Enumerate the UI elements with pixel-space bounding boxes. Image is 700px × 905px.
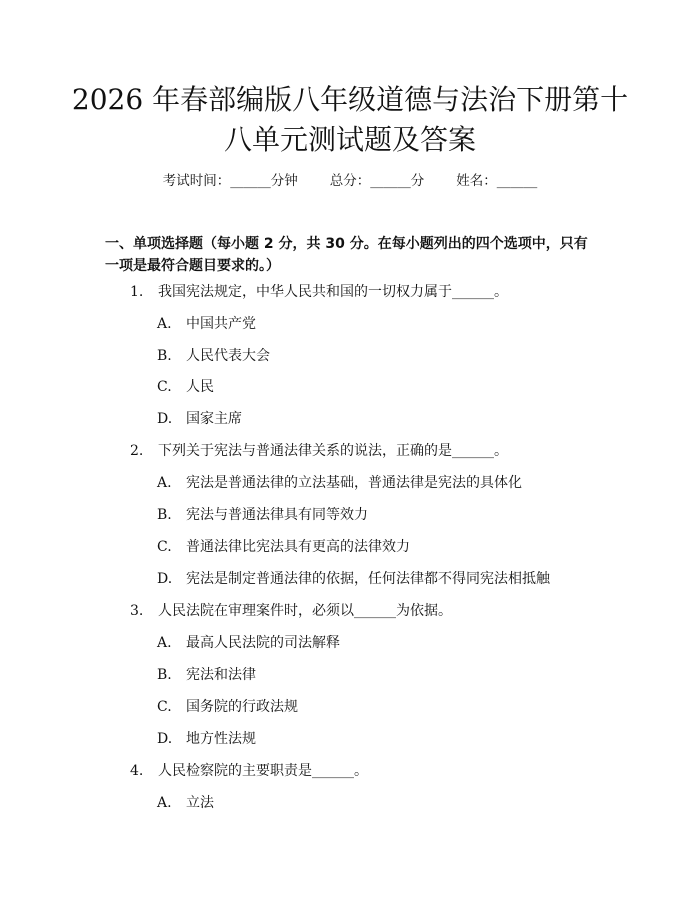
question-2-option-b	[157, 505, 368, 525]
question-3-option-c	[157, 697, 298, 717]
question-4	[130, 761, 368, 781]
option-letter: B.	[157, 667, 172, 683]
question-number: 3.	[130, 603, 144, 619]
option-text: 人民	[186, 379, 214, 395]
option-text: 宪法与普通法律具有同等效力	[186, 507, 368, 523]
option-letter: C.	[157, 699, 172, 715]
option-text: 国家主席	[186, 411, 242, 427]
option-letter: A.	[157, 795, 172, 811]
student-name-field: 姓名：______	[456, 173, 538, 189]
question-3	[130, 601, 452, 621]
option-letter: C.	[157, 379, 172, 395]
option-text: 中国共产党	[186, 316, 256, 332]
question-2	[130, 441, 508, 461]
option-text: 地方性法规	[186, 731, 256, 747]
option-letter: D.	[157, 571, 173, 587]
option-text: 宪法是制定普通法律的依据，任何法律都不得同宪法相抵触	[186, 571, 550, 587]
option-letter: D.	[157, 731, 173, 747]
section-heading: 一、单项选择题（每小题 2 分，共 30 分。在每小题列出的四个选项中，只有一项是最符合题目要求的。）	[105, 236, 588, 274]
question-3-option-a	[157, 633, 340, 653]
question-1-option-a	[157, 314, 256, 334]
question-text: 我国宪法规定，中华人民共和国的一切权力属于______。	[158, 284, 508, 300]
question-text: 人民检察院的主要职责是______。	[158, 763, 368, 779]
option-letter: A.	[157, 635, 172, 651]
question-text: 下列关于宪法与普通法律关系的说法，正确的是______。	[158, 443, 508, 459]
total-score-field: 总分：______分	[329, 173, 425, 189]
exam-time-field: 考试时间：______分钟	[162, 173, 298, 189]
question-2-option-a	[157, 473, 522, 493]
question-number: 1.	[130, 284, 144, 300]
question-4-option-a	[157, 793, 214, 813]
option-text: 国务院的行政法规	[186, 699, 298, 715]
option-text: 普通法律比宪法具有更高的法律效力	[186, 539, 410, 555]
option-letter: A.	[157, 475, 172, 491]
question-3-option-b	[157, 665, 256, 685]
question-1-option-b	[157, 346, 270, 366]
option-text: 立法	[186, 795, 214, 811]
option-letter: D.	[157, 411, 173, 427]
question-1	[130, 282, 508, 302]
question-text: 人民法院在审理案件时，必须以______为依据。	[158, 603, 452, 619]
question-2-option-c	[157, 537, 410, 557]
option-letter: C.	[157, 539, 172, 555]
question-1-option-d	[157, 409, 242, 429]
document-title: 2026 年春部编版八年级道德与法治下册第十八单元测试题及答案	[71, 83, 629, 156]
option-text: 人民代表大会	[186, 348, 270, 364]
question-number: 4.	[130, 763, 144, 779]
option-text: 宪法是普通法律的立法基础，普通法律是宪法的具体化	[186, 475, 522, 491]
option-letter: A.	[157, 316, 172, 332]
option-text: 宪法和法律	[186, 667, 256, 683]
option-letter: B.	[157, 348, 172, 364]
question-1-option-c	[157, 377, 214, 397]
question-2-option-d	[157, 569, 550, 589]
option-text: 最高人民法院的司法解释	[186, 635, 340, 651]
option-letter: B.	[157, 507, 172, 523]
question-number: 2.	[130, 443, 144, 459]
exam-meta-line	[0, 171, 700, 191]
question-3-option-d	[157, 729, 256, 749]
